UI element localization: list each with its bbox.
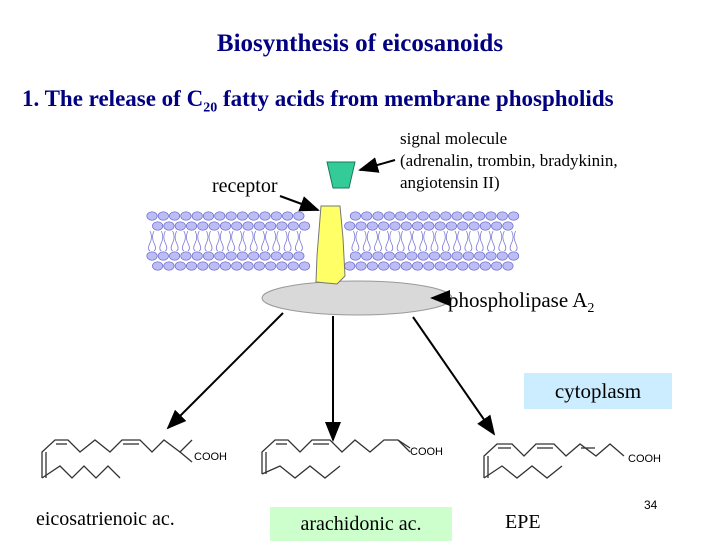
lipid-tail <box>194 231 201 251</box>
lipid-head <box>203 212 213 220</box>
signal-arrow <box>360 160 395 170</box>
lipid-head <box>254 222 264 230</box>
arrow-to-epe <box>413 317 494 434</box>
lipid-tail <box>386 231 393 251</box>
lipid-head <box>463 212 473 220</box>
signal-molecule-shape <box>327 162 355 188</box>
signal-line-3: angiotensin II) <box>400 173 500 192</box>
lipid-head <box>475 252 485 260</box>
lipid-tail <box>408 231 415 251</box>
lipid-head <box>345 222 355 230</box>
subtitle-suffix: fatty acids from membrane phospholids <box>217 86 614 111</box>
lipid-head <box>265 262 275 270</box>
lipid-head <box>299 262 309 270</box>
lipid-head <box>395 212 405 220</box>
lipid-head <box>435 262 445 270</box>
lipid-head <box>441 252 451 260</box>
lipid-head <box>277 222 287 230</box>
lipid-tail <box>465 231 472 251</box>
lipid-tail <box>284 231 291 251</box>
lipid-head <box>491 262 501 270</box>
lipid-head <box>356 222 366 230</box>
lipid-head <box>186 262 196 270</box>
lipid-head <box>277 262 287 270</box>
lipid-tail <box>442 231 449 251</box>
lipid-head <box>407 212 417 220</box>
lipid-head <box>220 222 230 230</box>
lipid-head <box>384 212 394 220</box>
subtitle-subscript: 20 <box>203 100 218 116</box>
lipid-head <box>469 262 479 270</box>
receptor-arrow <box>280 196 318 210</box>
lipid-head <box>237 252 247 260</box>
lipid-head <box>192 212 202 220</box>
lipid-head <box>345 262 355 270</box>
lipid-head <box>265 222 275 230</box>
cytoplasm-box: cytoplasm <box>524 373 672 409</box>
lipid-head <box>367 262 377 270</box>
lipid-head <box>237 212 247 220</box>
lipid-head <box>458 262 468 270</box>
lipid-head <box>215 212 225 220</box>
lipid-head <box>249 252 259 260</box>
eicosatrienoic-label: eicosatrienoic ac. <box>36 508 175 530</box>
lipid-head <box>152 222 162 230</box>
lipid-tail <box>454 231 461 251</box>
lipid-head <box>367 222 377 230</box>
lipid-tail <box>363 231 370 251</box>
lipid-tail <box>420 231 427 251</box>
lipid-head <box>418 252 428 260</box>
lipid-tail <box>216 231 223 251</box>
lipid-head <box>407 252 417 260</box>
lipid-head <box>152 262 162 270</box>
lipid-head <box>186 222 196 230</box>
lipid-head <box>458 222 468 230</box>
lipid-head <box>260 252 270 260</box>
lipid-head <box>356 262 366 270</box>
arrow-to-eicosatrienoic <box>168 313 283 428</box>
lipid-head <box>452 212 462 220</box>
lipid-head <box>401 262 411 270</box>
receptor-shape <box>316 206 345 284</box>
lipid-head <box>215 252 225 260</box>
lipid-head <box>271 252 281 260</box>
lipid-head <box>249 212 259 220</box>
lipid-head <box>271 212 281 220</box>
eicosatrienoic-structure <box>42 440 192 478</box>
lipid-head <box>503 222 513 230</box>
lipid-head <box>260 212 270 220</box>
lipid-head <box>288 262 298 270</box>
lipid-head <box>446 222 456 230</box>
lipid-tail <box>510 231 517 251</box>
signal-line-1: signal molecule <box>400 129 508 148</box>
lipid-head <box>469 222 479 230</box>
subtitle-prefix: 1. The release of C <box>22 86 204 111</box>
receptor-label: receptor <box>212 175 278 197</box>
eicosatrienoic-cooh: COOH <box>194 451 227 463</box>
arachidonic-cooh: COOH <box>410 446 443 458</box>
lipid-head <box>147 252 157 260</box>
lipid-head <box>192 252 202 260</box>
lipid-head <box>181 212 191 220</box>
lipid-tail <box>352 231 359 251</box>
lipid-tail <box>160 231 167 251</box>
lipid-head <box>475 212 485 220</box>
lipid-head <box>378 222 388 230</box>
lipid-head <box>497 212 507 220</box>
arachidonic-structure <box>262 440 410 478</box>
lipid-head <box>158 212 168 220</box>
lipid-head <box>362 252 372 260</box>
lipid-head <box>486 252 496 260</box>
lipid-tail <box>431 231 438 251</box>
lipid-head <box>175 222 185 230</box>
epe-structure <box>484 444 624 478</box>
lipid-tail <box>397 231 404 251</box>
lipid-head <box>384 252 394 260</box>
lipid-tail <box>228 231 235 251</box>
lipid-head <box>181 252 191 260</box>
lipid-tail <box>375 231 382 251</box>
lipid-tail <box>250 231 257 251</box>
lipid-head <box>373 212 383 220</box>
lipid-tail <box>295 231 302 251</box>
lipid-head <box>282 212 292 220</box>
lipid-head <box>362 212 372 220</box>
lipid-head <box>435 222 445 230</box>
lipid-head <box>452 252 462 260</box>
lipid-head <box>395 252 405 260</box>
lipid-head <box>497 252 507 260</box>
lipid-head <box>169 212 179 220</box>
lipid-head <box>486 212 496 220</box>
lipid-head <box>164 222 174 230</box>
lipid-head <box>232 262 242 270</box>
lipid-tail <box>262 231 269 251</box>
lipid-tail <box>273 231 280 251</box>
lipid-head <box>424 222 434 230</box>
lipid-head <box>463 252 473 260</box>
lipid-tail <box>488 231 495 251</box>
lipid-head <box>198 222 208 230</box>
lipid-head <box>175 262 185 270</box>
lipid-head <box>254 262 264 270</box>
lipid-head <box>294 212 304 220</box>
lipid-head <box>243 262 253 270</box>
lipid-head <box>429 252 439 260</box>
lipid-head <box>390 262 400 270</box>
arachidonic-label: arachidonic ac. <box>270 507 452 541</box>
lipid-head <box>288 222 298 230</box>
lipid-head <box>480 262 490 270</box>
lipid-tail <box>149 231 156 251</box>
lipid-head <box>198 262 208 270</box>
lipid-head <box>350 252 360 260</box>
signal-molecule-label <box>400 128 618 194</box>
epe-label: EPE <box>505 511 541 533</box>
lipid-tail <box>239 231 246 251</box>
lipid-tail <box>205 231 212 251</box>
lipid-head <box>294 252 304 260</box>
lipid-head <box>243 222 253 230</box>
lipid-head <box>446 262 456 270</box>
lipid-head <box>429 212 439 220</box>
lipid-head <box>401 222 411 230</box>
page-number: 34 <box>644 498 658 512</box>
lipid-head <box>350 212 360 220</box>
lipid-head <box>164 262 174 270</box>
lipid-head <box>412 262 422 270</box>
lipid-head <box>373 252 383 260</box>
lipid-tail <box>171 231 178 251</box>
lipid-head <box>508 212 518 220</box>
lipid-head <box>203 252 213 260</box>
lipid-head <box>491 222 501 230</box>
phospholipase-ellipse <box>262 281 452 315</box>
lipid-head <box>147 212 157 220</box>
lipid-head <box>226 252 236 260</box>
phospholipase-text: phospholipase A <box>448 288 588 312</box>
lipid-head <box>378 262 388 270</box>
lipid-tail <box>499 231 506 251</box>
lipid-head <box>418 212 428 220</box>
lipid-head <box>226 212 236 220</box>
lipid-head <box>503 262 513 270</box>
lipid-head <box>508 252 518 260</box>
lipid-head <box>299 222 309 230</box>
lipid-tail <box>182 231 189 251</box>
lipid-head <box>412 222 422 230</box>
lipid-head <box>209 222 219 230</box>
lipid-head <box>209 262 219 270</box>
lipid-head <box>480 222 490 230</box>
signal-line-2: (adrenalin, trombin, bradykinin, <box>400 151 618 170</box>
page-title: Biosynthesis of eicosanoids <box>216 30 504 57</box>
lipid-head <box>390 222 400 230</box>
lipid-head <box>282 252 292 260</box>
lipid-head <box>158 252 168 260</box>
lipid-head <box>441 212 451 220</box>
phospholipase-subscript: 2 <box>587 301 595 317</box>
lipid-head <box>424 262 434 270</box>
lipid-head <box>220 262 230 270</box>
lipid-tail <box>476 231 483 251</box>
lipid-head <box>169 252 179 260</box>
lipid-head <box>232 222 242 230</box>
phospholipase-label <box>448 288 594 317</box>
epe-cooh: COOH <box>628 453 661 465</box>
